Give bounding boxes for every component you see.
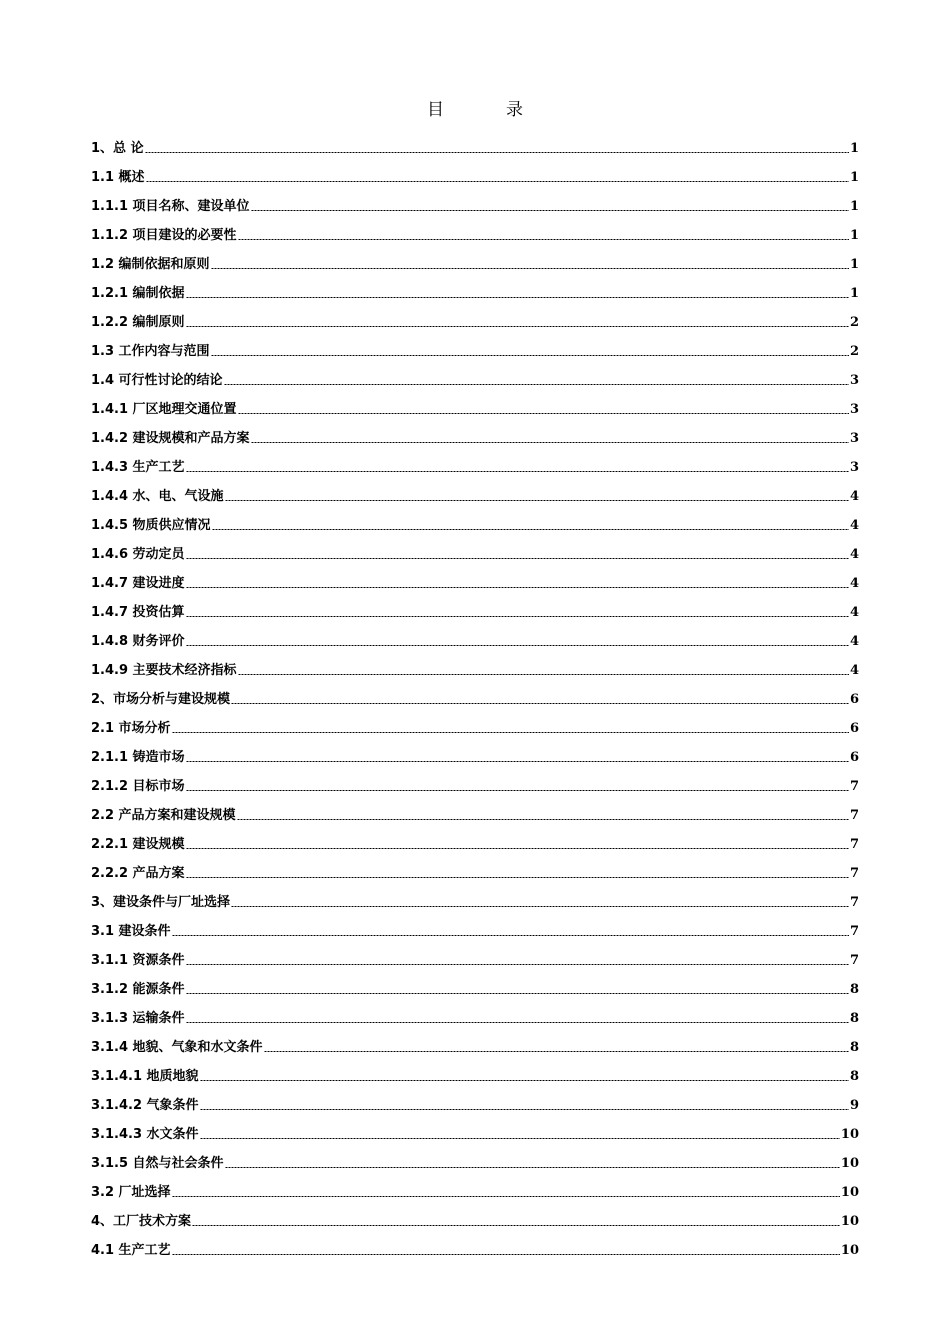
toc-entry-page-number: 3 (849, 373, 859, 388)
toc-entry-title: 1.4 可行性讨论的结论 (91, 373, 223, 388)
toc-entry-title: 1.1.2 项目建设的必要性 (91, 228, 237, 243)
toc-entry-page-number: 8 (849, 1011, 859, 1026)
toc-entry-title: 2、市场分析与建设规模 (91, 692, 231, 707)
toc-entry-title: 3.1.4 地貌、气象和水文条件 (91, 1040, 263, 1055)
toc-dot-leader (186, 587, 849, 588)
toc-entry-page-number: 6 (849, 750, 859, 765)
toc-entry[interactable] (91, 505, 859, 534)
toc-entry-title: 1.4.3 生产工艺 (91, 460, 185, 475)
toc-entry-title: 1.2.2 编制原则 (91, 315, 185, 330)
toc-dot-leader (186, 645, 849, 646)
toc-dot-leader (186, 993, 849, 994)
toc-dot-leader (237, 819, 849, 820)
toc-dot-leader (231, 703, 849, 704)
toc-entry-page-number: 6 (849, 692, 859, 707)
toc-entry[interactable] (91, 1085, 859, 1114)
toc-entry-page-number: 10 (840, 1243, 859, 1258)
table-of-contents (91, 128, 859, 1259)
toc-entry[interactable] (91, 708, 859, 737)
toc-entry-page-number: 4 (849, 489, 859, 504)
toc-entry[interactable] (91, 1027, 859, 1056)
toc-dot-leader (211, 355, 849, 356)
toc-entry-title: 4.1 生产工艺 (91, 1243, 171, 1258)
toc-title (0, 95, 950, 120)
toc-entry[interactable] (91, 853, 859, 882)
toc-dot-leader (238, 413, 849, 414)
toc-entry-title: 1.4.6 劳动定员 (91, 547, 185, 562)
toc-entry-page-number: 3 (849, 402, 859, 417)
toc-entry-title: 1.4.8 财务评价 (91, 634, 185, 649)
toc-entry[interactable] (91, 1230, 859, 1259)
toc-dot-leader (172, 732, 849, 733)
toc-dot-leader (186, 297, 849, 298)
toc-entry-page-number: 7 (849, 866, 859, 881)
toc-entry[interactable] (91, 389, 859, 418)
toc-entry-title: 2.1 市场分析 (91, 721, 171, 736)
toc-dot-leader (186, 616, 849, 617)
toc-entry-title: 3、建设条件与厂址选择 (91, 895, 231, 910)
toc-dot-leader (186, 790, 849, 791)
toc-entry-page-number: 1 (849, 286, 859, 301)
toc-entry[interactable] (91, 1114, 859, 1143)
toc-entry-page-number: 2 (849, 315, 859, 330)
toc-entry-title: 3.1.4.1 地质地貌 (91, 1069, 199, 1084)
toc-entry-page-number: 1 (849, 257, 859, 272)
toc-entry-page-number: 2 (849, 344, 859, 359)
toc-entry-page-number: 4 (849, 547, 859, 562)
toc-entry-title: 1.1.1 项目名称、建设单位 (91, 199, 250, 214)
toc-dot-leader (200, 1138, 840, 1139)
toc-entry-page-number: 1 (849, 170, 859, 185)
toc-entry-title: 1.4.2 建设规模和产品方案 (91, 431, 250, 446)
toc-title-right: 录 (506, 100, 523, 120)
toc-entry[interactable] (91, 882, 859, 911)
toc-entry-title: 1.4.5 物质供应情况 (91, 518, 211, 533)
toc-entry[interactable] (91, 679, 859, 708)
toc-entry-page-number: 8 (849, 1040, 859, 1055)
toc-entry[interactable] (91, 824, 859, 853)
toc-entry[interactable] (91, 621, 859, 650)
toc-entry-page-number: 7 (849, 924, 859, 939)
toc-entry-title: 2.1.1 铸造市场 (91, 750, 185, 765)
toc-dot-leader (186, 877, 849, 878)
toc-dot-leader (225, 1167, 840, 1168)
toc-entry-page-number: 4 (849, 663, 859, 678)
toc-entry-title: 1、总 论 (91, 141, 144, 156)
toc-entry-title: 3.1.5 自然与社会条件 (91, 1156, 224, 1171)
toc-entry[interactable] (91, 911, 859, 940)
toc-entry-page-number: 1 (849, 141, 859, 156)
toc-entry[interactable] (91, 940, 859, 969)
toc-entry[interactable] (91, 476, 859, 505)
toc-entry[interactable] (91, 737, 859, 766)
toc-entry-title: 1.4.1 厂区地理交通位置 (91, 402, 237, 417)
toc-entry-title: 3.1.3 运输条件 (91, 1011, 185, 1026)
toc-entry[interactable] (91, 186, 859, 215)
toc-entry[interactable] (91, 650, 859, 679)
toc-entry[interactable] (91, 447, 859, 476)
toc-entry-page-number: 1 (849, 199, 859, 214)
toc-entry-title: 1.4.9 主要技术经济指标 (91, 663, 237, 678)
toc-entry[interactable] (91, 302, 859, 331)
toc-entry[interactable] (91, 969, 859, 998)
toc-entry-title: 1.2 编制依据和原则 (91, 257, 210, 272)
toc-entry-title: 3.1 建设条件 (91, 924, 171, 939)
toc-entry[interactable] (91, 592, 859, 621)
toc-dot-leader (186, 848, 849, 849)
toc-entry[interactable] (91, 360, 859, 389)
toc-entry[interactable] (91, 998, 859, 1027)
toc-entry-page-number: 10 (840, 1127, 859, 1142)
toc-entry[interactable] (91, 1056, 859, 1085)
toc-entry-title: 3.1.4.3 水文条件 (91, 1127, 199, 1142)
toc-entry-page-number: 4 (849, 518, 859, 533)
toc-entry-title: 2.1.2 目标市场 (91, 779, 185, 794)
toc-dot-leader (186, 761, 849, 762)
toc-dot-leader (225, 500, 849, 501)
toc-title-left: 目 (427, 100, 444, 120)
toc-dot-leader (172, 1254, 840, 1255)
toc-dot-leader (212, 529, 849, 530)
toc-entry-page-number: 3 (849, 431, 859, 446)
toc-entry[interactable] (91, 563, 859, 592)
toc-entry-title: 1.4.7 投资估算 (91, 605, 185, 620)
toc-entry-page-number: 8 (849, 1069, 859, 1084)
toc-entry[interactable] (91, 331, 859, 360)
toc-entry-page-number: 7 (849, 895, 859, 910)
toc-entry[interactable] (91, 1201, 859, 1230)
toc-dot-leader (200, 1109, 849, 1110)
toc-dot-leader (251, 442, 849, 443)
toc-entry-title: 1.1 概述 (91, 170, 145, 185)
toc-entry-title: 3.1.1 资源条件 (91, 953, 185, 968)
toc-entry-page-number: 7 (849, 953, 859, 968)
toc-dot-leader (172, 935, 849, 936)
toc-entry-page-number: 3 (849, 460, 859, 475)
toc-dot-leader (238, 674, 849, 675)
toc-entry[interactable] (91, 157, 859, 186)
toc-entry-page-number: 4 (849, 576, 859, 591)
toc-dot-leader (186, 326, 849, 327)
toc-entry-page-number: 7 (849, 779, 859, 794)
toc-entry-title: 2.2 产品方案和建设规模 (91, 808, 236, 823)
toc-dot-leader (145, 152, 849, 153)
toc-dot-leader (224, 384, 849, 385)
toc-entry-title: 1.3 工作内容与范围 (91, 344, 210, 359)
toc-dot-leader (172, 1196, 840, 1197)
toc-entry[interactable] (91, 418, 859, 447)
toc-entry-page-number: 10 (840, 1156, 859, 1171)
toc-entry[interactable] (91, 766, 859, 795)
toc-entry[interactable] (91, 273, 859, 302)
toc-entry-page-number: 10 (840, 1214, 859, 1229)
toc-entry[interactable] (91, 128, 859, 157)
toc-entry[interactable] (91, 215, 859, 244)
toc-dot-leader (251, 210, 849, 211)
toc-entry-title: 4、工厂技术方案 (91, 1214, 192, 1229)
toc-entry-page-number: 10 (840, 1185, 859, 1200)
toc-dot-leader (186, 558, 849, 559)
toc-entry-title: 3.1.2 能源条件 (91, 982, 185, 997)
toc-entry[interactable] (91, 1172, 859, 1201)
toc-dot-leader (186, 964, 849, 965)
toc-entry-page-number: 6 (849, 721, 859, 736)
toc-entry-page-number: 9 (849, 1098, 859, 1113)
toc-entry-page-number: 7 (849, 837, 859, 852)
toc-dot-leader (192, 1225, 840, 1226)
toc-dot-leader (186, 1022, 849, 1023)
toc-dot-leader (238, 239, 849, 240)
toc-entry-title: 1.2.1 编制依据 (91, 286, 185, 301)
toc-entry-title: 1.4.4 水、电、气设施 (91, 489, 224, 504)
toc-entry-page-number: 8 (849, 982, 859, 997)
toc-entry-page-number: 7 (849, 808, 859, 823)
toc-entry[interactable] (91, 534, 859, 563)
toc-dot-leader (211, 268, 849, 269)
toc-entry[interactable] (91, 795, 859, 824)
toc-entry-title: 2.2.1 建设规模 (91, 837, 185, 852)
toc-entry-title: 1.4.7 建设进度 (91, 576, 185, 591)
toc-entry-page-number: 4 (849, 634, 859, 649)
toc-entry-title: 2.2.2 产品方案 (91, 866, 185, 881)
toc-entry-page-number: 4 (849, 605, 859, 620)
toc-entry-page-number: 1 (849, 228, 859, 243)
toc-entry-title: 3.1.4.2 气象条件 (91, 1098, 199, 1113)
toc-entry-title: 3.2 厂址选择 (91, 1185, 171, 1200)
toc-entry[interactable] (91, 1143, 859, 1172)
toc-dot-leader (186, 471, 849, 472)
toc-dot-leader (200, 1080, 849, 1081)
toc-dot-leader (146, 181, 849, 182)
toc-dot-leader (231, 906, 849, 907)
toc-entry[interactable] (91, 244, 859, 273)
toc-dot-leader (264, 1051, 849, 1052)
